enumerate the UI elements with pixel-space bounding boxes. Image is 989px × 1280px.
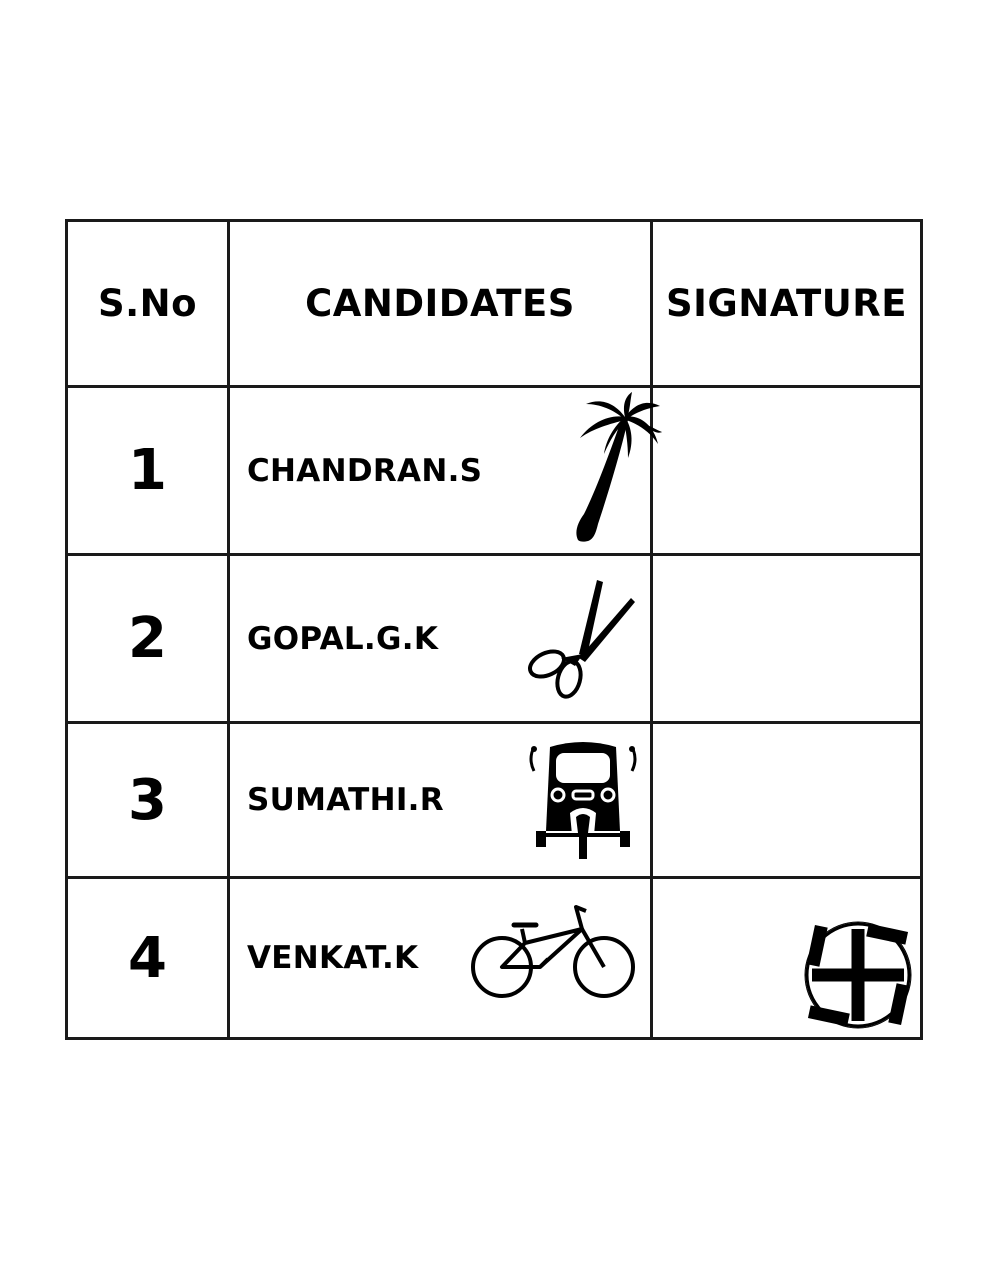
table-border-bottom (65, 1037, 923, 1040)
table-border-right (920, 219, 923, 1040)
header-candidates: CANDIDATES (305, 282, 575, 325)
candidate-name: VENKAT.K (247, 940, 419, 976)
auto-rickshaw-icon (528, 739, 638, 864)
serial-number: 3 (128, 767, 167, 833)
bicycle-icon (470, 899, 638, 1001)
palm-tree-icon (570, 392, 662, 542)
candidate-name: GOPAL.G.K (247, 620, 439, 657)
candidate-name: SUMATHI.R (247, 782, 444, 818)
ballot-table (65, 219, 923, 1040)
serial-number: 2 (128, 606, 167, 671)
candidate-name: CHANDRAN.S (247, 452, 483, 489)
serial-number: 4 (128, 925, 167, 991)
signature-cell[interactable] (653, 556, 920, 721)
signature-cell[interactable] (653, 388, 920, 553)
scissors-icon (527, 576, 637, 701)
swastik-vote-mark-icon (803, 920, 913, 1030)
signature-cell[interactable] (653, 724, 920, 876)
serial-number: 1 (128, 438, 167, 503)
header-sno: S.No (97, 282, 198, 325)
header-signature: SIGNATURE (665, 282, 908, 325)
